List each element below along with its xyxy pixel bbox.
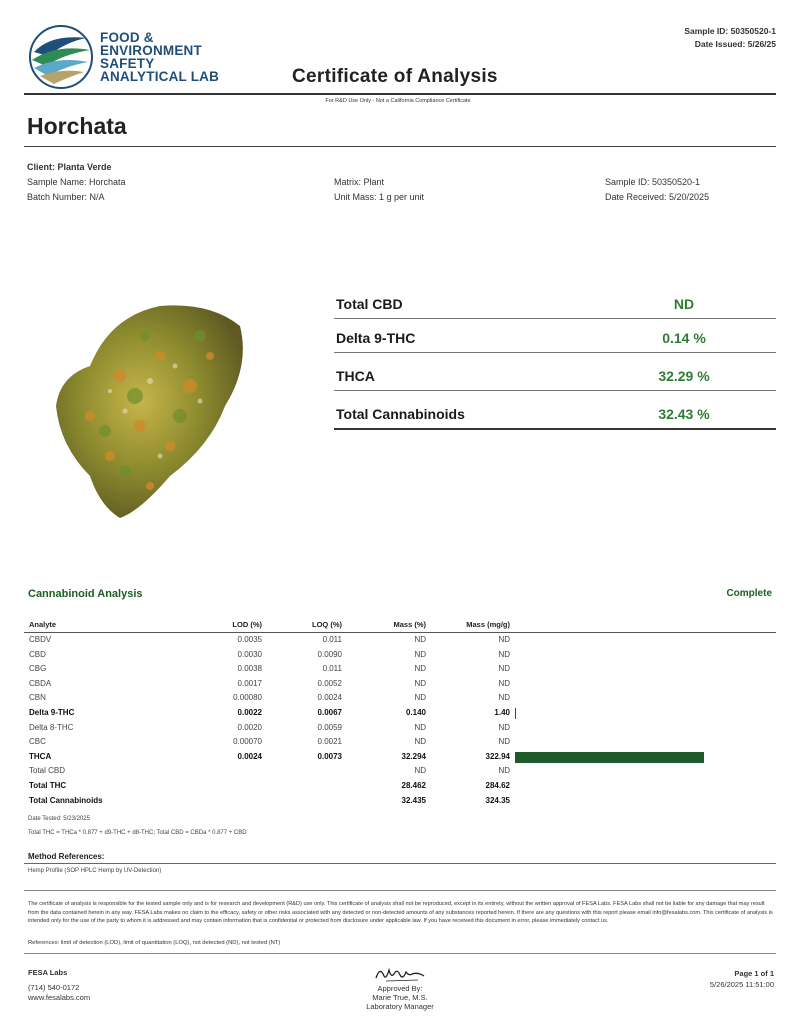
mass-pct-cell: ND <box>414 693 426 703</box>
mass-pct-cell: ND <box>414 678 426 688</box>
footer-contact <box>28 968 90 1003</box>
analyte-cell: CBN <box>29 693 46 703</box>
sample-info <box>605 175 709 205</box>
analyte-cell: THCA <box>29 751 52 761</box>
header-meta <box>684 25 776 51</box>
col-mass-mg: Mass (mg/g) <box>466 620 510 629</box>
table-header <box>24 620 776 633</box>
mass-mg-cell: ND <box>498 693 510 703</box>
summary-row <box>334 358 776 391</box>
analyte-cell: Delta 9-THC <box>29 708 75 717</box>
summary-label: Delta 9-THC <box>336 330 416 346</box>
approver-title: Laboratory Manager <box>366 1002 434 1011</box>
brand-line: ENVIRONMENT <box>100 43 202 58</box>
status-badge: Complete <box>726 588 772 599</box>
lod-cell: 0.0030 <box>237 649 262 659</box>
mass-mg-cell: ND <box>498 766 510 776</box>
mass-pct-cell: ND <box>414 737 426 747</box>
loq-cell: 0.0059 <box>317 722 342 732</box>
analyte-cell: CBDA <box>29 678 52 688</box>
summary-value: 0.14 % <box>662 330 706 346</box>
loq-cell: 0.0073 <box>317 751 342 761</box>
product-image <box>50 296 250 522</box>
client-name: Client: Planta Verde <box>27 162 112 172</box>
table-row <box>24 662 776 676</box>
sample-name: Sample Name: Horchata <box>27 177 126 187</box>
bar-area <box>515 752 735 763</box>
col-loq: LOQ (%) <box>312 620 342 629</box>
table-row <box>24 677 776 691</box>
table-row <box>24 779 776 793</box>
header-date-issued: Date Issued: 5/26/25 <box>694 39 776 49</box>
table-row <box>24 691 776 705</box>
rd-note: For R&D Use Only - Not a California Compliance Certificate <box>325 98 471 104</box>
date-tested: Date Tested: 5/23/2025 <box>28 816 90 822</box>
mass-bar <box>515 708 516 719</box>
client-info <box>27 160 126 205</box>
brand-line: FOOD & <box>100 30 154 45</box>
product-name: Horchata <box>27 113 127 139</box>
lod-cell: 0.0017 <box>237 678 262 688</box>
methods-title: Method References: <box>28 852 105 861</box>
page-title: Certificate of Analysis <box>292 66 498 87</box>
approved-by: Approved By: <box>377 984 423 993</box>
brand-line: ANALYTICAL LAB <box>100 69 220 84</box>
brand-line: SAFETY <box>100 56 155 71</box>
mass-pct-cell: 28.462 <box>401 781 426 790</box>
col-mass-pct: Mass (%) <box>393 620 426 629</box>
mass-mg-cell: 1.40 <box>494 708 510 717</box>
matrix: Matrix: Plant <box>334 177 385 187</box>
analyte-cell: Total THC <box>29 781 67 790</box>
mass-mg-cell: ND <box>498 635 510 644</box>
col-lod: LOD (%) <box>232 620 262 629</box>
analyte-cell: CBD <box>29 649 46 659</box>
summary-value: ND <box>673 296 695 312</box>
divider <box>24 146 776 147</box>
summary-label: Total Cannabinoids <box>336 406 465 422</box>
signature-icon <box>372 962 432 984</box>
unit-mass: Unit Mass: 1 g per unit <box>334 192 425 202</box>
loq-cell: 0.0021 <box>317 737 342 747</box>
table-row <box>24 750 776 764</box>
references: References: limit of detection (LOD), limit of quantitation (LOQ), not detected (ND), not tested (NT) <box>28 940 281 946</box>
lod-cell: 0.00070 <box>233 737 262 747</box>
analyte-cell: Delta 8-THC <box>29 722 74 732</box>
mass-pct-cell: ND <box>414 635 426 644</box>
mass-pct-cell: ND <box>414 664 426 674</box>
divider <box>24 953 776 954</box>
methods-text: Hemp Profile (SOP HPLC Hemp by UV-Detection) <box>28 868 162 874</box>
fesa-logo-icon <box>26 24 96 90</box>
bar-area <box>515 708 735 719</box>
lod-cell: 0.0024 <box>237 751 262 761</box>
header-sample-id: Sample ID: 50350520-1 <box>684 26 776 36</box>
mass-mg-cell: ND <box>498 737 510 747</box>
table-row <box>24 764 776 778</box>
approval-block <box>340 984 460 1011</box>
page-number: Page 1 of 1 <box>734 969 774 978</box>
mass-bar <box>515 752 704 763</box>
table-row <box>24 794 776 808</box>
disclaimer: The certificate of analysis is responsible for the tested sample only and is for research and development (R&D) use only. This certificate of analysis shall not be reproduced, except in its entirety, without the written approval of FESA Labs. FESA Labs shall not be liable for any damage that may result from the data contained herein in any way. FESA Labs makes no claim to the efficacy, safety or other risks associated with any detected or non-detected amounts of any substances reported herein. If there are any questions with this report please email info@fesalabs.com. This certificate of analysis is intended only for the use of the party to whom it is addressed and may contain information that is confidential or protected from disclosure under applicable law. If you have received this document in error, please immediately contact us. <box>28 901 773 924</box>
mass-mg-cell: 324.35 <box>485 795 510 805</box>
table-row <box>24 633 776 647</box>
mass-pct-cell: 0.140 <box>405 708 426 717</box>
lab-phone: (714) 540-0172 <box>28 983 80 992</box>
table-row <box>24 706 776 720</box>
analyte-cell: CBC <box>29 737 46 747</box>
col-analyte: Analyte <box>29 620 57 629</box>
lod-cell: 0.0035 <box>237 635 262 644</box>
mass-pct-cell: ND <box>414 722 426 732</box>
analyte-cell: Total CBD <box>29 766 66 776</box>
mass-mg-cell: ND <box>498 722 510 732</box>
summary-label: Total CBD <box>336 296 403 312</box>
footer-page-info <box>710 968 774 990</box>
divider <box>24 890 776 891</box>
section-title: Cannabinoid Analysis <box>28 588 143 600</box>
table-row <box>24 721 776 735</box>
loq-cell: 0.011 <box>322 635 342 644</box>
lod-cell: 0.0038 <box>237 664 262 674</box>
date-received: Date Received: 5/20/2025 <box>605 192 710 202</box>
brand-name <box>100 31 219 83</box>
mass-mg-cell: ND <box>498 678 510 688</box>
mass-pct-cell: 32.435 <box>401 795 426 805</box>
loq-cell: 0.0024 <box>317 693 342 703</box>
mass-pct-cell: ND <box>414 649 426 659</box>
mass-mg-cell: ND <box>498 649 510 659</box>
loq-cell: 0.0090 <box>317 649 342 659</box>
footer-timestamp: 5/26/2025 11:51:00 <box>709 980 774 989</box>
lod-cell: 0.0020 <box>237 722 262 732</box>
analyte-cell: CBG <box>29 664 47 674</box>
sample-id: Sample ID: 50350520-1 <box>605 177 701 187</box>
analyte-cell: CBDV <box>29 635 52 644</box>
mass-mg-cell: ND <box>498 664 510 674</box>
matrix-info <box>334 175 424 205</box>
mass-pct-cell: ND <box>414 766 426 776</box>
mass-mg-cell: 322.94 <box>485 751 510 761</box>
approver-name: Marie True, M.S. <box>372 993 428 1002</box>
mass-pct-cell: 32.294 <box>401 751 426 761</box>
loq-cell: 0.011 <box>322 664 342 674</box>
lod-cell: 0.0022 <box>237 708 262 717</box>
summary-value: 32.29 % <box>658 368 710 384</box>
divider <box>24 93 776 95</box>
lab-name: FESA Labs <box>28 968 68 977</box>
loq-cell: 0.0067 <box>317 708 342 717</box>
analyte-cell: Total Cannabinoids <box>29 795 103 805</box>
batch-number: Batch Number: N/A <box>27 192 105 202</box>
table-row <box>24 735 776 749</box>
formula-note: Total THC = THCa * 0.877 + d9-THC + d8-THC; Total CBD = CBDa * 0.877 + CBD <box>28 830 247 836</box>
loq-cell: 0.0052 <box>317 678 342 688</box>
divider <box>24 863 776 864</box>
mass-mg-cell: 284.62 <box>485 781 510 790</box>
summary-row <box>334 396 776 430</box>
summary-row <box>334 286 776 319</box>
summary-row <box>334 320 776 353</box>
table-row <box>24 648 776 662</box>
lab-website: www.fesalabs.com <box>28 993 91 1002</box>
summary-value: 32.43 % <box>658 406 710 422</box>
lod-cell: 0.00080 <box>233 693 262 703</box>
summary-label: THCA <box>336 368 375 384</box>
